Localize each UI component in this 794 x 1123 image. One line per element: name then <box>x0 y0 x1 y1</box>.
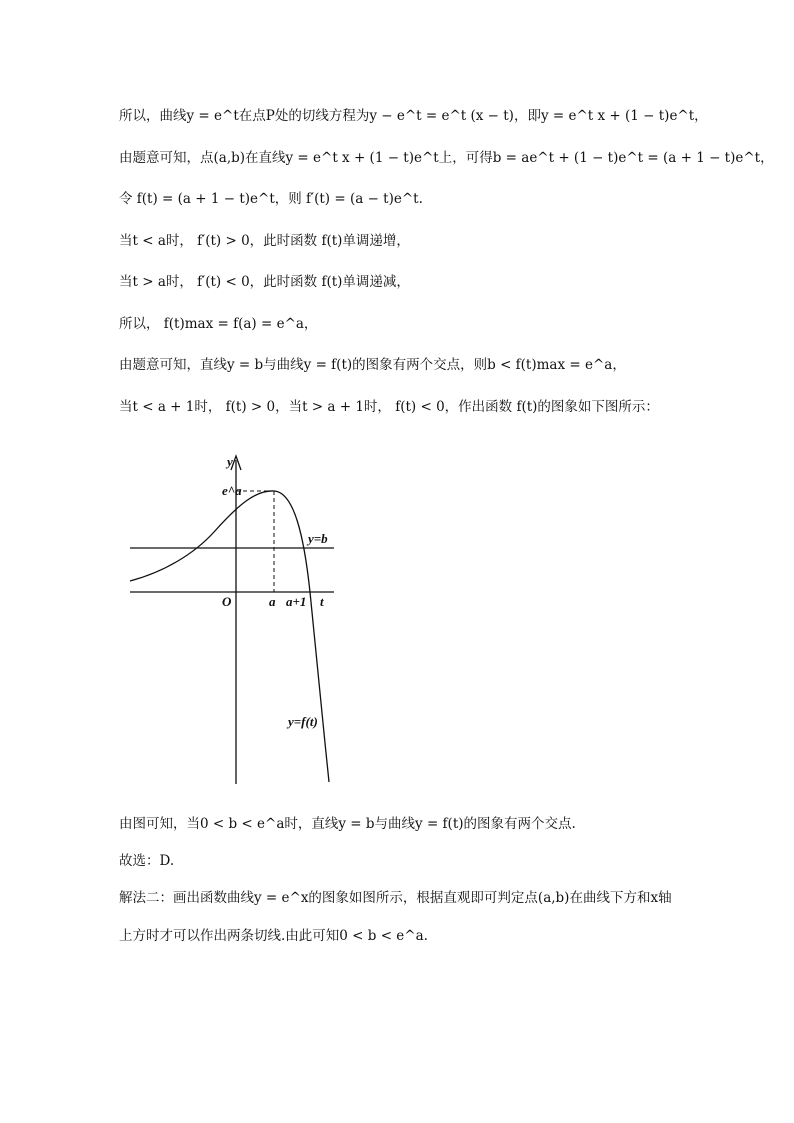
origin-label: O <box>222 594 232 609</box>
text-line-3: 令 f(t) = (a + 1 − t)e^t，则 f′(t) = (a − t)e^t. <box>119 191 423 207</box>
text-line-10: 故选：D. <box>119 853 175 869</box>
text-line-12: 上方时才可以作出两条切线.由此可知0 < b < e^a. <box>119 928 428 944</box>
text-line-8: 当t < a + 1时， f(t) > 0，当t > a + 1时， f(t) < 0，作出函数 f(t)的图象如下图所示： <box>119 399 659 415</box>
text-line-6: 所以， f(t)max = f(a) = e^a， <box>119 316 318 332</box>
line-y-b-label: y=b <box>308 531 328 546</box>
function-graph <box>124 446 344 788</box>
text-line-11: 解法二：画出函数曲线y = e^x的图象如图所示，根据直观即可判定点(a,b)在曲线下方和x轴 <box>119 890 672 906</box>
curve-label: y=f(t) <box>288 714 318 729</box>
axis-y-label: y <box>227 454 233 469</box>
text-line-2: 由题意可知，点(a,b)在直线y = e^t x + (1 − t)e^t上，可得b = ae^t + (1 − t)e^t = (a + 1 − t)e^t， <box>119 150 774 166</box>
text-line-1: 所以，曲线y = e^t在点P处的切线方程为y − e^t = e^t (x − t)，即y = e^t x + (1 − t)e^t， <box>119 108 708 124</box>
text-line-9: 由图可知，当0 < b < e^a时，直线y = b与曲线y = f(t)的图象有两个交点. <box>119 816 576 832</box>
a-label: a <box>269 594 276 609</box>
a-plus-1-label: a+1 <box>286 594 307 609</box>
axis-t-label: t <box>320 594 324 609</box>
graph-svg <box>124 446 344 788</box>
text-line-7: 由题意可知，直线y = b与曲线y = f(t)的图象有两个交点，则b < f(t)max = e^a， <box>119 357 626 373</box>
peak-label: e^a <box>222 483 242 498</box>
text-line-4: 当t < a时， f′(t) > 0，此时函数 f(t)单调递增， <box>119 233 410 249</box>
text-line-5: 当t > a时， f′(t) < 0，此时函数 f(t)单调递减， <box>119 274 410 290</box>
curve-f-of-t <box>130 491 329 782</box>
